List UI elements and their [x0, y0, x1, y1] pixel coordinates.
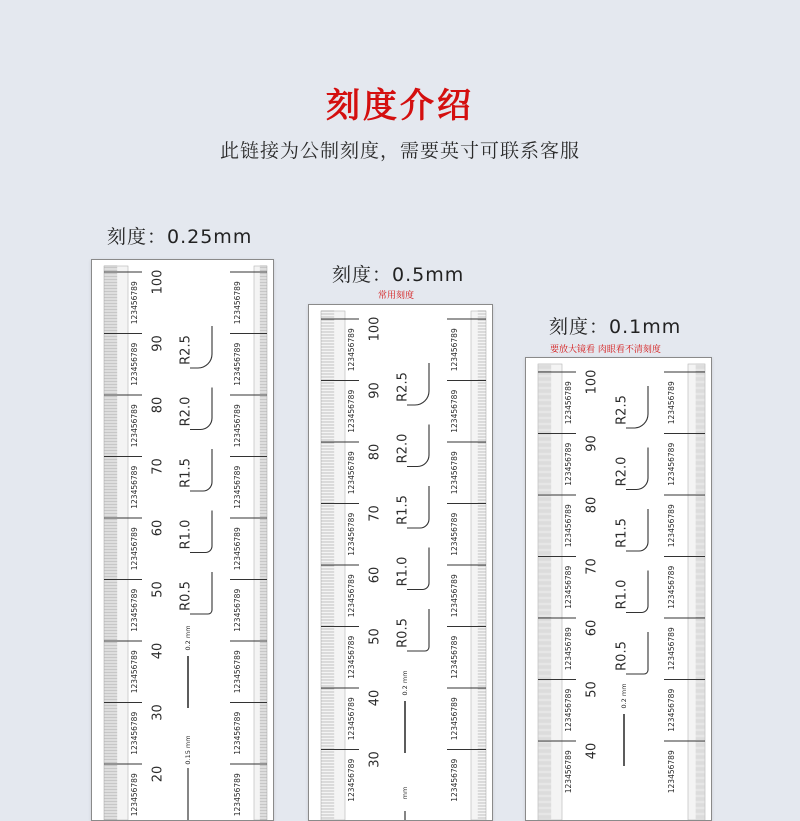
digit-strip-right: 123456789 [450, 328, 459, 372]
scale-number: 70 [367, 505, 383, 522]
radius-gauge [396, 609, 430, 651]
radius-label: R1.5 [178, 458, 194, 488]
digit-strip-left: 123456789 [564, 565, 573, 609]
left-scale-strip [538, 364, 562, 820]
left-scale-frame [321, 311, 345, 820]
radius-label: R2.0 [614, 456, 630, 487]
left-scale-strip [104, 266, 128, 820]
scale-number: 80 [367, 443, 383, 461]
digit-strip-right: 123456789 [450, 512, 459, 556]
scale-number: 40 [584, 742, 600, 760]
ruler-note-1: 常用刻度 [378, 291, 415, 301]
digit-strip-left: 123456789 [347, 512, 356, 556]
digit-strip-left: 123456789 [130, 281, 139, 325]
radius-gauge [396, 363, 430, 405]
radius-gauge [615, 632, 649, 674]
digit-strip-right: 123456789 [667, 750, 676, 794]
page-title: 刻度介绍 [326, 86, 474, 126]
ruler-05mm-graphic [309, 305, 492, 820]
scale-number: 60 [150, 519, 166, 537]
digit-strip-right: 123456789 [233, 527, 242, 571]
digit-strip-right: 123456789 [233, 773, 242, 817]
ruler-025mm [91, 259, 274, 821]
radius-gauge [179, 449, 213, 491]
scale-number: 60 [584, 619, 600, 637]
scale-number: 90 [367, 382, 383, 399]
scale-number: 50 [150, 581, 166, 598]
line-width-label: 0.2 mm [401, 670, 409, 696]
radius-label: R1.5 [395, 495, 411, 525]
right-scale-strip [471, 311, 486, 820]
right-scale-strip [688, 364, 705, 820]
digit-strip-left: 123456789 [130, 711, 139, 755]
digit-strip-left: 123456789 [347, 635, 356, 679]
radius-gauge [615, 509, 649, 551]
radius-label: R0.5 [395, 618, 411, 648]
radius-gauge [615, 571, 649, 613]
ruler-note-2: 要放大镜看 肉眼看不清刻度 [550, 345, 661, 355]
digit-strip-right: 123456789 [667, 627, 676, 671]
digit-strip-left: 123456789 [564, 442, 573, 486]
radius-gauge [396, 548, 430, 590]
scale-number: 50 [367, 628, 383, 645]
scale-number: 40 [150, 642, 166, 660]
radius-gauge [396, 425, 430, 467]
digit-strip-right: 123456789 [450, 389, 459, 433]
digit-strip-right: 123456789 [233, 650, 242, 694]
digit-strip-right: 123456789 [233, 404, 242, 448]
ruler-label-0: 刻度：0.25mm [107, 226, 253, 248]
digit-strip-right: 123456789 [667, 504, 676, 548]
digit-strip-left: 123456789 [130, 527, 139, 571]
radius-label: R2.0 [395, 433, 411, 464]
ruler-label-1: 刻度：0.5mm [332, 264, 465, 286]
left-scale-strip [321, 311, 345, 820]
digit-strip-left: 123456789 [564, 381, 573, 425]
digit-strip-right: 123456789 [667, 442, 676, 486]
scale-number: 70 [584, 558, 600, 575]
scale-number: 30 [150, 704, 166, 721]
scale-number: 100 [367, 316, 383, 342]
scale-number: 20 [150, 765, 166, 783]
radius-gauge [179, 326, 213, 368]
digit-strip-right: 123456789 [667, 381, 676, 425]
ruler-025mm-graphic [92, 260, 273, 820]
scale-number: 100 [150, 269, 166, 295]
page-subtitle: 此链接为公制刻度，需要英寸可联系客服 [219, 140, 580, 162]
digit-strip-right: 123456789 [450, 697, 459, 741]
line-width-label: 0.2 mm [620, 683, 628, 709]
scale-number: 80 [150, 396, 166, 414]
digit-strip-right: 123456789 [233, 342, 242, 386]
digit-strip-left: 123456789 [347, 574, 356, 618]
digit-strip-right: 123456789 [667, 688, 676, 732]
digit-strip-left: 123456789 [347, 697, 356, 741]
right-scale-frame [471, 311, 486, 820]
digit-strip-left: 123456789 [130, 588, 139, 632]
digit-strip-right: 123456789 [450, 758, 459, 802]
line-width-label: 0.15 mm [184, 735, 192, 765]
scale-number: 30 [367, 751, 383, 768]
digit-strip-right: 123456789 [667, 565, 676, 609]
digit-strip-left: 123456789 [564, 688, 573, 732]
radius-gauge [396, 486, 430, 528]
digit-strip-left: 123456789 [564, 750, 573, 794]
digit-strip-left: 123456789 [130, 342, 139, 386]
digit-strip-left: 123456789 [347, 451, 356, 495]
ruler-01mm [525, 357, 712, 821]
digit-strip-right: 123456789 [233, 711, 242, 755]
radius-gauge [615, 386, 649, 428]
right-scale-strip [254, 266, 267, 820]
scale-number: 70 [150, 458, 166, 475]
digit-strip-right: 123456789 [450, 451, 459, 495]
radius-label: R1.5 [614, 518, 630, 548]
radius-label: R2.5 [614, 395, 630, 425]
digit-strip-left: 123456789 [130, 404, 139, 448]
line-width-label: 0.2 mm [184, 625, 192, 651]
radius-gauge [179, 511, 213, 553]
scale-number: 40 [367, 689, 383, 707]
digit-strip-left: 123456789 [564, 504, 573, 548]
scale-number: 80 [584, 496, 600, 514]
radius-label: R2.5 [395, 372, 411, 402]
scale-number: 90 [150, 335, 166, 352]
digit-strip-left: 123456789 [347, 389, 356, 433]
radius-label: R1.0 [178, 519, 194, 550]
digit-strip-left: 123456789 [347, 328, 356, 372]
radius-label: R1.0 [395, 556, 411, 587]
digit-strip-left: 123456789 [130, 650, 139, 694]
scale-number: 60 [367, 566, 383, 584]
radius-gauge [615, 448, 649, 490]
radius-label: R0.5 [178, 581, 194, 611]
radius-label: R1.0 [614, 579, 630, 610]
digit-strip-right: 123456789 [233, 465, 242, 509]
scale-number: 100 [584, 369, 600, 395]
digit-strip-left: 123456789 [130, 465, 139, 509]
digit-strip-right: 123456789 [450, 574, 459, 618]
digit-strip-right: 123456789 [233, 588, 242, 632]
digit-strip-right: 123456789 [450, 635, 459, 679]
radius-label: R0.5 [614, 641, 630, 671]
ruler-05mm [308, 304, 493, 821]
ruler-01mm-graphic [526, 358, 711, 820]
scale-number: 50 [584, 681, 600, 698]
digit-strip-left: 123456789 [347, 758, 356, 802]
radius-label: R2.5 [178, 335, 194, 365]
digit-strip-right: 123456789 [233, 281, 242, 325]
radius-label: R2.0 [178, 396, 194, 427]
radius-gauge [179, 572, 213, 614]
scale-number: 90 [584, 435, 600, 452]
line-width-label: mm [401, 786, 409, 800]
ruler-label-2: 刻度：0.1mm [549, 316, 682, 338]
radius-gauge [179, 388, 213, 430]
digit-strip-left: 123456789 [564, 627, 573, 671]
digit-strip-left: 123456789 [130, 773, 139, 817]
